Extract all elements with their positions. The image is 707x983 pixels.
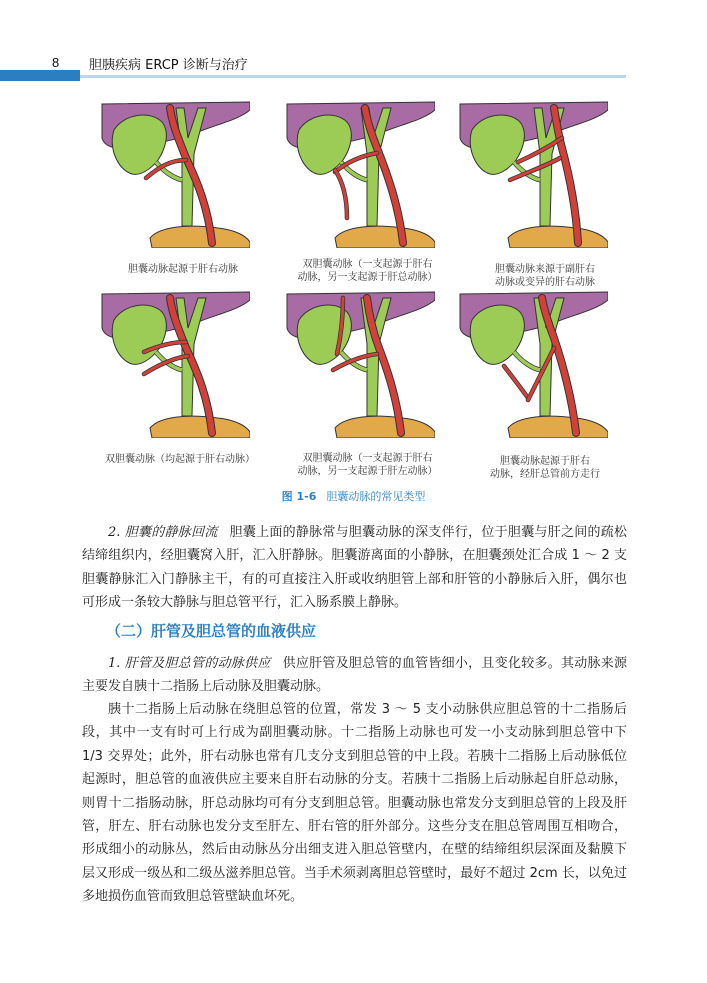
- pancreas-shape: [335, 226, 435, 248]
- anatomy-diagram: [100, 98, 250, 248]
- figure-caption-2: 双胆囊动脉（一支起源于肝右 动脉，另一支起源于肝总动脉）: [297, 259, 438, 283]
- figure-panel-1: [100, 98, 250, 248]
- pancreas-shape: [335, 416, 435, 438]
- anatomy-diagram: [285, 288, 435, 438]
- pancreas-shape: [150, 226, 250, 248]
- running-title: 胆胰疾病 ERCP 诊断与治疗: [89, 58, 248, 73]
- page-number: 8: [52, 55, 60, 70]
- paragraph-lead: 1. 肝管及胆总管的动脉供应: [108, 656, 271, 671]
- anatomy-diagram: [100, 288, 250, 438]
- pancreas-shape: [508, 416, 608, 438]
- figure-panel-5: [285, 288, 435, 438]
- figure-title-text: 胆囊动脉的常见类型: [326, 490, 426, 503]
- figure-caption-3: 胆囊动脉来源于副肝右 动脉或变异的肝右动脉: [495, 264, 595, 288]
- section-heading: （二）肝管及胆总管的血液供应: [106, 622, 317, 640]
- paragraph-text: 胰十二指肠上后动脉在绕胆总管的位置，常发 3 ～ 5 支小动脉供应胆总管的十二指肠后段，其中一支有时可上行成为副胆囊动脉。十二指肠上动脉也可发一小支动脉到胆总管中下 1/3 交界处；此外，肝右动脉也常有几支分支到胆总管的中上段。若胰十二指肠上后动脉低位起源时，胆总管的血液供应主要来自肝右动脉的分支。若胰十二指肠上后动脉起自肝总动脉，则胃十二指肠动脉，肝总动脉均可有分支到胆总管。胆囊动脉也常发分支到胆总管的上段及肝管，肝左、肝右动脉也发分支至肝左、肝右管的肝外部分。这些分支在胆总管周围互相吻合，形成细小的动脉丛，然后由动脉丛分出细支进入胆总管壁内，在壁的结缔组织层深面及黏膜下层又形成一级丛和二级丛滋养胆总管。当手术须剥离胆总管壁时，最好不超过 2cm 长，以免过多地损伤血管而致胆总管壁缺血坏死。: [82, 702, 627, 905]
- figure-panel-3: [458, 98, 608, 248]
- figure-label: 图 1-6: [281, 490, 317, 503]
- anatomy-diagram: [458, 98, 608, 248]
- figure-caption-5: 双胆囊动脉（一支起源于肝右 动脉，另一支起源于肝左动脉）: [297, 453, 438, 477]
- paragraph-venous-return: [82, 521, 627, 615]
- figure-title: [0, 488, 707, 504]
- paragraph-arterial-supply: [82, 652, 627, 699]
- figure-caption-1: 胆囊动脉起源于肝右动脉: [128, 264, 238, 275]
- anatomy-diagram: [458, 288, 608, 438]
- figure-panel-4: [100, 288, 250, 438]
- cystic-artery: [504, 366, 528, 398]
- paragraph-lead: 2. 胆囊的静脉回流: [108, 525, 218, 540]
- paragraph-duct-blood-supply: [82, 698, 627, 909]
- cystic-duct: [514, 352, 540, 370]
- paragraph-text: 供应肝管及胆总管的血管皆细小，且变化较多。其动脉来源主要发自胰十二指肠上后动脉及胆囊动脉。: [82, 656, 627, 695]
- pancreas-shape: [150, 416, 250, 438]
- paragraph-text: 胆囊上面的静脉常与胆囊动脉的深支伴行，位于胆囊与肝之间的疏松结缔组织内，经胆囊窝入肝，汇入肝静脉。胆囊游离面的小静脉，在胆囊颈处汇合成 1 ～ 2 支胆囊静脉汇入门静脉主干，有的可直接注入肝或收纳胆管上部和肝管的小静脉后入肝，偶尔也可形成一条较大静脉与胆总管平行，汇入肠系膜上静脉。: [82, 525, 627, 611]
- pancreas-shape: [508, 226, 608, 248]
- header-rule: [80, 75, 626, 78]
- figure-caption-6: 胆囊动脉起源于肝右 动脉，经肝总管前方走行: [490, 456, 600, 480]
- figure-caption-4: 双胆囊动脉（均起源于肝右动脉）: [105, 454, 255, 465]
- header-accent-bar: [0, 70, 80, 81]
- figure-panel-6: [458, 288, 608, 438]
- anatomy-diagram: [285, 98, 435, 248]
- figure-panel-2: [285, 98, 435, 248]
